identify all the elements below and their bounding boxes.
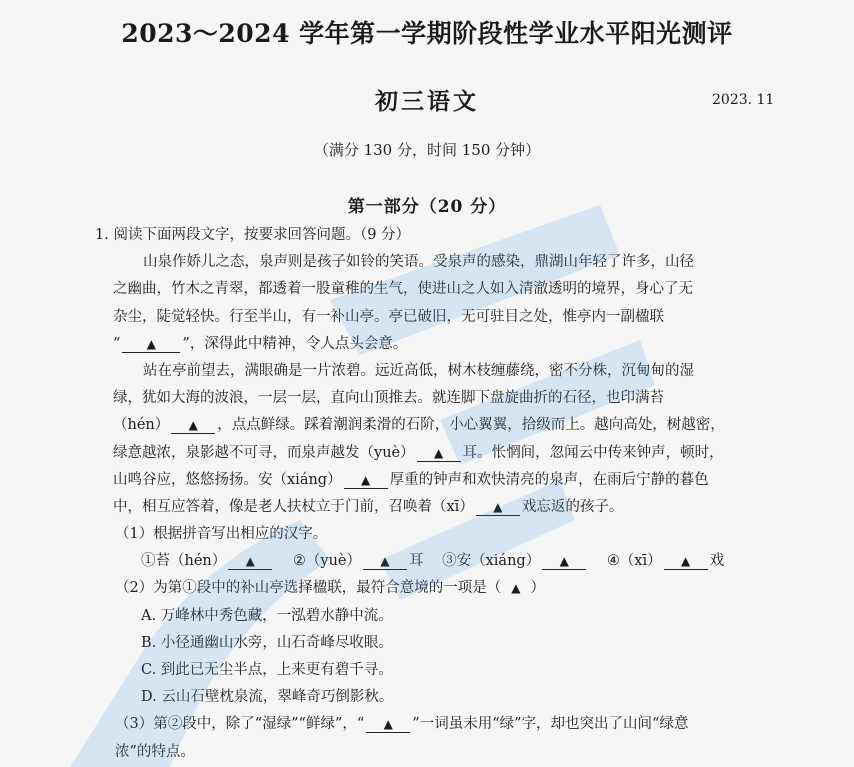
exam-title: 2023～2024 学年第一学期阶段性学业水平阳光测评	[121, 19, 733, 48]
exam-date: 2023. 11	[712, 92, 775, 108]
answer-blank[interactable]	[228, 553, 272, 570]
passage2-line: 绿意越浓，泉影越不可寻，而泉声越发（yuè） ▲ 耳。怅惘间，忽闻云中传来钟声，顿时，	[113, 444, 724, 461]
triangle-icon: ▲	[493, 499, 503, 514]
triangle-icon: ▲	[434, 445, 444, 460]
passage1-line: 之幽曲，竹木之青翠，都透着一股童稚的生气，使进山之人如入清澈透明的境界，身心了无	[113, 281, 693, 298]
question-content	[95, 222, 779, 766]
subquestion-3-cont: 浓”的特点。	[115, 743, 195, 760]
answer-blank[interactable]	[366, 716, 410, 733]
answer-blank[interactable]	[417, 445, 461, 462]
triangle-icon: ▲	[511, 581, 521, 596]
subquestion-1-items: ①苔（hén） ▲ ②（yuè） ▲ 耳 ③安（xiáng） ▲ ④（xī） ▲ 戏	[141, 553, 725, 570]
answer-blank[interactable]	[122, 336, 180, 353]
triangle-icon: ▲	[380, 554, 390, 569]
triangle-icon: ▲	[146, 336, 157, 351]
option-b[interactable]: B. 小径通幽山水旁，山石奇峰尽收眼。	[141, 634, 393, 651]
option-a[interactable]: A. 万峰林中秀色藏，一泓碧水静中流。	[141, 607, 393, 624]
score-time-info: （满分 130 分，时间 150 分钟）	[313, 141, 541, 159]
triangle-icon: ▲	[681, 554, 691, 569]
answer-blank[interactable]	[171, 417, 215, 434]
part-heading: 第一部分（20 分）	[347, 197, 507, 217]
question-stem: 1. 阅读下面两段文字，按要求回答问题。（9 分）	[95, 227, 411, 243]
answer-blank[interactable]	[664, 553, 708, 570]
option-c[interactable]: C. 到此已无尘半点，上来更有碧千寻。	[141, 662, 393, 678]
answer-blank[interactable]	[344, 472, 388, 489]
answer-blank[interactable]	[542, 553, 586, 570]
triangle-icon: ▲	[188, 418, 198, 433]
subquestion-3: （3）第②段中，除了“湿绿”“鲜绿”，“ ▲ ”一词虽未用“绿”字，却也突出了山间“绿意	[115, 716, 689, 733]
subquestion-2: （2）为第①段中的补山亭选择楹联，最符合意境的一项是（ ▲ ）	[115, 580, 545, 597]
answer-blank[interactable]	[476, 499, 520, 516]
passage1-line: “ ▲ ”，深得此中精神，令人点头会意。	[113, 335, 408, 352]
passage1-line: 山泉作娇儿之态，泉声则是孩子如铃的笑语。受泉声的感染，鼎湖山年轻了许多，山径	[143, 254, 694, 271]
triangle-icon: ▲	[245, 554, 255, 569]
passage2-line: 山鸣谷应，悠悠扬扬。安（xiáng） ▲ 厚重的钟声和欢快清亮的泉声，在雨后宁静的暮色	[113, 471, 709, 488]
subject-title: 初三语文	[375, 88, 479, 115]
passage2-line: 站在亭前望去，满眼确是一片浓碧。远近高低，树木枝缠藤绕，密不分株，沉甸甸的湿	[143, 362, 694, 379]
passage2-line: 中，相互应答着，像是老人扶杖立于门前，召唤着（xī） ▲ 戏忘返的孩子。	[113, 498, 624, 515]
passage2-line: （hén） ▲ ，点点鲜绿。踩着潮润柔滑的石阶，小心翼翼，拾级而上。越向高处，树越密，	[113, 417, 725, 434]
triangle-icon: ▲	[360, 472, 371, 487]
passage2-line: 绿，犹如大海的波浪，一层一层，直向山顶推去。就连脚下盘旋曲折的石径，也印满苔	[113, 390, 664, 407]
passage1-line: 杂尘，陡觉轻快。行至半山，有一补山亭。亭已破旧，无可驻目之处，惟亭内一副楹联	[113, 308, 664, 325]
triangle-icon: ▲	[559, 554, 569, 569]
subquestion-1: （1）根据拼音写出相应的汉字。	[115, 526, 328, 543]
option-d[interactable]: D. 云山石壁枕泉流，翠峰奇巧倒影秋。	[141, 689, 394, 706]
triangle-icon: ▲	[383, 717, 393, 732]
answer-blank[interactable]	[363, 553, 407, 570]
